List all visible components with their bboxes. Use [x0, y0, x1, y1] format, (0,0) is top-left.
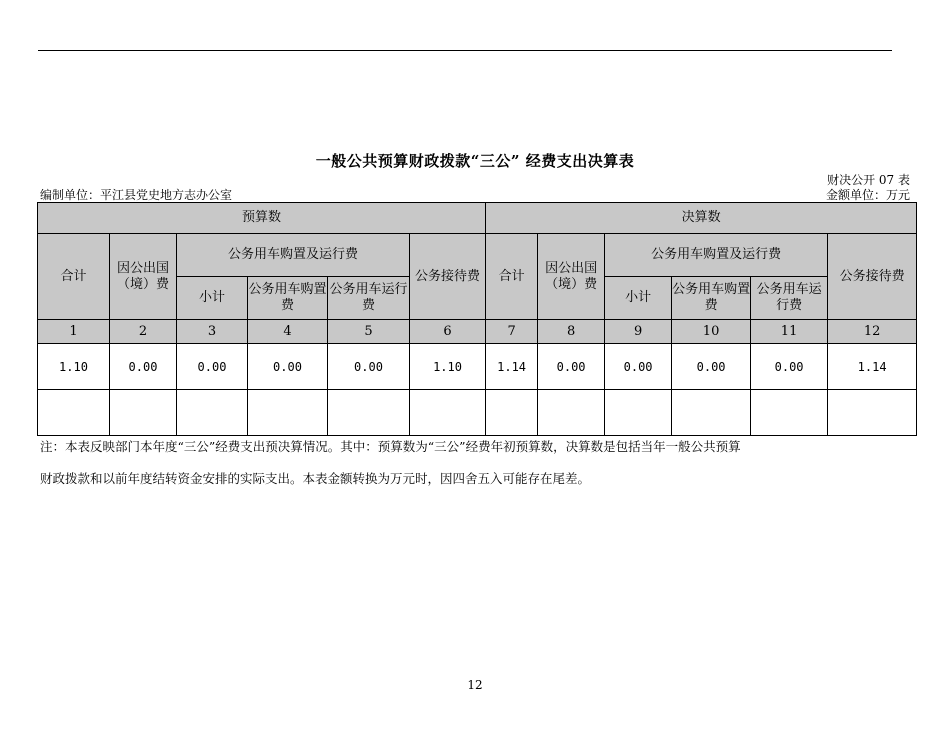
form-number: 财决公开 07 表 — [827, 173, 910, 187]
index-cell: 12 — [828, 320, 917, 344]
data-cell: 1.10 — [410, 344, 486, 390]
index-cell: 5 — [328, 320, 410, 344]
final-vehicle-group-header: 公务用车购置及运行费 — [605, 234, 828, 277]
empty-cell — [410, 390, 486, 436]
data-cell: 0.00 — [672, 344, 751, 390]
index-cell: 7 — [486, 320, 538, 344]
empty-cell — [751, 390, 828, 436]
final-subtotal-header: 小计 — [605, 277, 672, 320]
budget-vehicle-running-header: 公务用车运行费 — [328, 277, 410, 320]
empty-cell — [177, 390, 248, 436]
data-cell: 0.00 — [605, 344, 672, 390]
data-cell: 0.00 — [177, 344, 248, 390]
note-line-1: 注：本表反映部门本年度“三公”经费支出预决算情况。其中：预算数为“三公”经费年初预算数，决算数是包括当年一般公共预算 — [40, 439, 741, 454]
data-cell: 0.00 — [751, 344, 828, 390]
page-number: 12 — [467, 678, 483, 692]
index-cell: 1 — [38, 320, 110, 344]
data-row — [38, 344, 917, 390]
data-cell: 0.00 — [538, 344, 605, 390]
empty-cell — [605, 390, 672, 436]
index-cell: 6 — [410, 320, 486, 344]
data-cell: 0.00 — [248, 344, 328, 390]
note-line-2: 财政拨款和以前年度结转资金安排的实际支出。本表金额转换为万元时，因四舍五入可能存在尾差。 — [40, 471, 591, 486]
empty-cell — [328, 390, 410, 436]
amount-unit: 金额单位：万元 — [825, 188, 910, 202]
index-cell: 3 — [177, 320, 248, 344]
header-row-categories — [38, 234, 917, 277]
data-cell: 1.14 — [486, 344, 538, 390]
header-row-groups — [38, 203, 917, 234]
index-cell: 8 — [538, 320, 605, 344]
index-row — [38, 320, 917, 344]
empty-cell — [110, 390, 177, 436]
budget-vehicle-group-header: 公务用车购置及运行费 — [177, 234, 410, 277]
budget-vehicle-purchase-header: 公务用车购置费 — [248, 277, 328, 320]
budget-total-header: 合计 — [38, 234, 110, 320]
index-cell: 11 — [751, 320, 828, 344]
data-cell: 1.10 — [38, 344, 110, 390]
empty-row — [38, 390, 917, 436]
empty-cell — [486, 390, 538, 436]
index-cell: 2 — [110, 320, 177, 344]
budget-reception-header: 公务接待费 — [410, 234, 486, 320]
index-cell: 4 — [248, 320, 328, 344]
index-cell: 10 — [672, 320, 751, 344]
data-cell: 1.14 — [828, 344, 917, 390]
expense-table — [37, 202, 917, 436]
final-abroad-header: 因公出国（境）费 — [538, 234, 605, 320]
empty-cell — [38, 390, 110, 436]
empty-cell — [538, 390, 605, 436]
final-total-header: 合计 — [486, 234, 538, 320]
empty-cell — [248, 390, 328, 436]
compiling-unit: 编制单位：平江县党史地方志办公室 — [40, 188, 233, 202]
final-reception-header: 公务接待费 — [828, 234, 917, 320]
final-vehicle-running-header: 公务用车运行费 — [751, 277, 828, 320]
data-cell: 0.00 — [110, 344, 177, 390]
header-rule — [38, 50, 892, 51]
page-title: 一般公共预算财政拨款“三公” 经费支出决算表 — [315, 152, 635, 170]
empty-cell — [828, 390, 917, 436]
final-vehicle-purchase-header: 公务用车购置费 — [672, 277, 751, 320]
budget-group-header: 预算数 — [38, 203, 486, 234]
budget-subtotal-header: 小计 — [177, 277, 248, 320]
empty-cell — [672, 390, 751, 436]
final-group-header: 决算数 — [486, 203, 917, 234]
budget-abroad-header: 因公出国（境）费 — [110, 234, 177, 320]
index-cell: 9 — [605, 320, 672, 344]
data-cell: 0.00 — [328, 344, 410, 390]
